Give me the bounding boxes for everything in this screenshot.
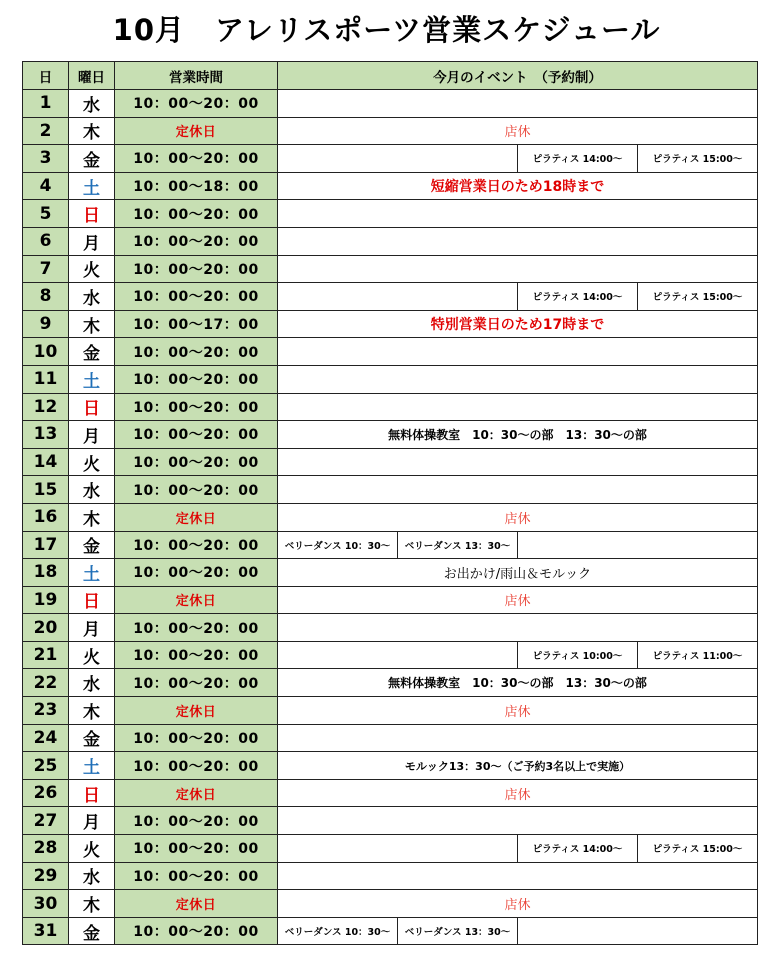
day-cell: 8 bbox=[23, 283, 69, 311]
event-slot: ピラティス 11:00〜 bbox=[638, 641, 758, 669]
header-events: 今月のイベント （予約制） bbox=[278, 62, 758, 90]
day-cell: 9 bbox=[23, 310, 69, 338]
event-cell-empty bbox=[278, 614, 758, 642]
day-cell: 28 bbox=[23, 835, 69, 863]
hours-cell: 10：00〜20：00 bbox=[115, 917, 278, 945]
day-cell: 14 bbox=[23, 448, 69, 476]
day-cell: 19 bbox=[23, 586, 69, 614]
event-cell-empty bbox=[278, 476, 758, 504]
hours-cell: 定休日 bbox=[115, 779, 278, 807]
schedule-row bbox=[23, 365, 758, 393]
hours-cell: 定休日 bbox=[115, 697, 278, 725]
event-slot: ベリーダンス 10：30〜 bbox=[278, 531, 398, 559]
hours-cell: 定休日 bbox=[115, 503, 278, 531]
day-cell: 5 bbox=[23, 200, 69, 228]
weekday-cell: 土 bbox=[69, 559, 115, 587]
event-closed: 店休 bbox=[278, 117, 758, 145]
schedule-row bbox=[23, 448, 758, 476]
event-cell-empty bbox=[278, 283, 518, 311]
event-notice: 短縮営業日のため18時まで bbox=[278, 172, 758, 200]
hours-cell: 10：00〜20：00 bbox=[115, 145, 278, 173]
event-cell-empty bbox=[278, 724, 758, 752]
day-cell: 27 bbox=[23, 807, 69, 835]
event-cell-empty bbox=[278, 145, 518, 173]
hours-cell: 10：00〜17：00 bbox=[115, 310, 278, 338]
event-slot: ピラティス 14:00〜 bbox=[518, 283, 638, 311]
schedule-row bbox=[23, 393, 758, 421]
event-cell-empty bbox=[278, 365, 758, 393]
weekday-cell: 木 bbox=[69, 503, 115, 531]
day-cell: 22 bbox=[23, 669, 69, 697]
schedule-row bbox=[23, 172, 758, 200]
event-cell-empty bbox=[518, 917, 758, 945]
event-slot: ピラティス 10:00〜 bbox=[518, 641, 638, 669]
hours-cell: 定休日 bbox=[115, 117, 278, 145]
schedule-row bbox=[23, 669, 758, 697]
weekday-cell: 日 bbox=[69, 393, 115, 421]
hours-cell: 10：00〜20：00 bbox=[115, 807, 278, 835]
event-outing: お出かけ/雨山＆モルック bbox=[278, 559, 758, 587]
day-cell: 10 bbox=[23, 338, 69, 366]
hours-cell: 10：00〜20：00 bbox=[115, 365, 278, 393]
hours-cell: 10：00〜20：00 bbox=[115, 862, 278, 890]
event-slot: ベリーダンス 10：30〜 bbox=[278, 917, 398, 945]
event-closed: 店休 bbox=[278, 503, 758, 531]
event-cell-empty bbox=[278, 393, 758, 421]
schedule-row bbox=[23, 586, 758, 614]
hours-cell: 10：00〜20：00 bbox=[115, 283, 278, 311]
hours-cell: 定休日 bbox=[115, 890, 278, 918]
hours-cell: 10：00〜20：00 bbox=[115, 669, 278, 697]
header-row bbox=[23, 62, 758, 90]
schedule-row bbox=[23, 752, 758, 780]
hours-cell: 10：00〜18：00 bbox=[115, 172, 278, 200]
page-title: 10月 アレリスポーツ営業スケジュール bbox=[112, 13, 661, 47]
weekday-cell: 日 bbox=[69, 200, 115, 228]
weekday-cell: 日 bbox=[69, 779, 115, 807]
event-cell-empty bbox=[278, 200, 758, 228]
schedule-row bbox=[23, 531, 758, 559]
schedule-table bbox=[22, 61, 758, 945]
weekday-cell: 金 bbox=[69, 917, 115, 945]
event-cell-empty bbox=[278, 255, 758, 283]
day-cell: 17 bbox=[23, 531, 69, 559]
event-slot: ピラティス 14:00〜 bbox=[518, 145, 638, 173]
event-slot: ピラティス 15:00〜 bbox=[638, 283, 758, 311]
weekday-cell: 木 bbox=[69, 697, 115, 725]
event-slot: ピラティス 14:00〜 bbox=[518, 835, 638, 863]
weekday-cell: 木 bbox=[69, 310, 115, 338]
event-class: 無料体操教室 10：30〜の部 13：30〜の部 bbox=[278, 421, 758, 449]
schedule-row bbox=[23, 917, 758, 945]
day-cell: 31 bbox=[23, 917, 69, 945]
weekday-cell: 月 bbox=[69, 614, 115, 642]
day-cell: 3 bbox=[23, 145, 69, 173]
weekday-cell: 月 bbox=[69, 227, 115, 255]
day-cell: 13 bbox=[23, 421, 69, 449]
day-cell: 23 bbox=[23, 697, 69, 725]
weekday-cell: 金 bbox=[69, 145, 115, 173]
day-cell: 29 bbox=[23, 862, 69, 890]
weekday-cell: 木 bbox=[69, 117, 115, 145]
event-cell-empty bbox=[278, 90, 758, 118]
event-cell-empty bbox=[518, 531, 758, 559]
event-slot: ピラティス 15:00〜 bbox=[638, 145, 758, 173]
event-slot: ピラティス 15:00〜 bbox=[638, 835, 758, 863]
hours-cell: 10：00〜20：00 bbox=[115, 448, 278, 476]
schedule-row bbox=[23, 283, 758, 311]
day-cell: 15 bbox=[23, 476, 69, 504]
weekday-cell: 水 bbox=[69, 862, 115, 890]
hours-cell: 10：00〜20：00 bbox=[115, 338, 278, 366]
hours-cell: 10：00〜20：00 bbox=[115, 559, 278, 587]
hours-cell: 10：00〜20：00 bbox=[115, 752, 278, 780]
schedule-row bbox=[23, 117, 758, 145]
day-cell: 12 bbox=[23, 393, 69, 421]
schedule-row bbox=[23, 90, 758, 118]
day-cell: 25 bbox=[23, 752, 69, 780]
weekday-cell: 金 bbox=[69, 338, 115, 366]
schedule-row bbox=[23, 614, 758, 642]
header-day: 日 bbox=[23, 62, 69, 90]
hours-cell: 10：00〜20：00 bbox=[115, 614, 278, 642]
event-cell-empty bbox=[278, 807, 758, 835]
schedule-row bbox=[23, 255, 758, 283]
weekday-cell: 火 bbox=[69, 641, 115, 669]
schedule-row bbox=[23, 697, 758, 725]
schedule-row bbox=[23, 835, 758, 863]
weekday-cell: 水 bbox=[69, 669, 115, 697]
event-cell-empty bbox=[278, 641, 518, 669]
hours-cell: 10：00〜20：00 bbox=[115, 641, 278, 669]
hours-cell: 10：00〜20：00 bbox=[115, 531, 278, 559]
event-cell-empty bbox=[278, 338, 758, 366]
event-cell-empty bbox=[278, 448, 758, 476]
hours-cell: 定休日 bbox=[115, 586, 278, 614]
weekday-cell: 木 bbox=[69, 890, 115, 918]
schedule-row bbox=[23, 503, 758, 531]
day-cell: 11 bbox=[23, 365, 69, 393]
hours-cell: 10：00〜20：00 bbox=[115, 476, 278, 504]
weekday-cell: 日 bbox=[69, 586, 115, 614]
day-cell: 24 bbox=[23, 724, 69, 752]
schedule-row bbox=[23, 862, 758, 890]
weekday-cell: 火 bbox=[69, 835, 115, 863]
day-cell: 4 bbox=[23, 172, 69, 200]
event-slot: ベリーダンス 13：30〜 bbox=[398, 531, 518, 559]
event-cell-empty bbox=[278, 835, 518, 863]
schedule-row bbox=[23, 559, 758, 587]
event-notice: 特別営業日のため17時まで bbox=[278, 310, 758, 338]
schedule-row bbox=[23, 476, 758, 504]
day-cell: 6 bbox=[23, 227, 69, 255]
event-closed: 店休 bbox=[278, 779, 758, 807]
schedule-row bbox=[23, 807, 758, 835]
weekday-cell: 土 bbox=[69, 752, 115, 780]
weekday-cell: 水 bbox=[69, 476, 115, 504]
schedule-row bbox=[23, 310, 758, 338]
weekday-cell: 月 bbox=[69, 421, 115, 449]
hours-cell: 10：00〜20：00 bbox=[115, 255, 278, 283]
event-closed: 店休 bbox=[278, 890, 758, 918]
hours-cell: 10：00〜20：00 bbox=[115, 393, 278, 421]
weekday-cell: 金 bbox=[69, 724, 115, 752]
day-cell: 30 bbox=[23, 890, 69, 918]
header-hours: 営業時間 bbox=[115, 62, 278, 90]
hours-cell: 10：00〜20：00 bbox=[115, 227, 278, 255]
weekday-cell: 月 bbox=[69, 807, 115, 835]
schedule-row bbox=[23, 145, 758, 173]
day-cell: 7 bbox=[23, 255, 69, 283]
day-cell: 16 bbox=[23, 503, 69, 531]
day-cell: 2 bbox=[23, 117, 69, 145]
hours-cell: 10：00〜20：00 bbox=[115, 724, 278, 752]
schedule-row bbox=[23, 338, 758, 366]
weekday-cell: 水 bbox=[69, 90, 115, 118]
event-closed: 店休 bbox=[278, 586, 758, 614]
day-cell: 21 bbox=[23, 641, 69, 669]
schedule-row bbox=[23, 890, 758, 918]
event-class: 無料体操教室 10：30〜の部 13：30〜の部 bbox=[278, 669, 758, 697]
day-cell: 26 bbox=[23, 779, 69, 807]
weekday-cell: 火 bbox=[69, 255, 115, 283]
event-cell-empty bbox=[278, 862, 758, 890]
day-cell: 18 bbox=[23, 559, 69, 587]
hours-cell: 10：00〜20：00 bbox=[115, 421, 278, 449]
weekday-cell: 火 bbox=[69, 448, 115, 476]
header-weekday: 曜日 bbox=[69, 62, 115, 90]
hours-cell: 10：00〜20：00 bbox=[115, 835, 278, 863]
schedule-row bbox=[23, 641, 758, 669]
weekday-cell: 水 bbox=[69, 283, 115, 311]
day-cell: 20 bbox=[23, 614, 69, 642]
event-cell-empty bbox=[278, 227, 758, 255]
schedule-row bbox=[23, 227, 758, 255]
weekday-cell: 土 bbox=[69, 365, 115, 393]
event-closed: 店休 bbox=[278, 697, 758, 725]
schedule-row bbox=[23, 724, 758, 752]
weekday-cell: 金 bbox=[69, 531, 115, 559]
weekday-cell: 土 bbox=[69, 172, 115, 200]
hours-cell: 10：00〜20：00 bbox=[115, 90, 278, 118]
schedule-row bbox=[23, 200, 758, 228]
schedule-row bbox=[23, 779, 758, 807]
hours-cell: 10：00〜20：00 bbox=[115, 200, 278, 228]
event-class: モルック13：30〜（ご予約3名以上で実施） bbox=[278, 752, 758, 780]
event-slot: ベリーダンス 13：30〜 bbox=[398, 917, 518, 945]
schedule-row bbox=[23, 421, 758, 449]
day-cell: 1 bbox=[23, 90, 69, 118]
